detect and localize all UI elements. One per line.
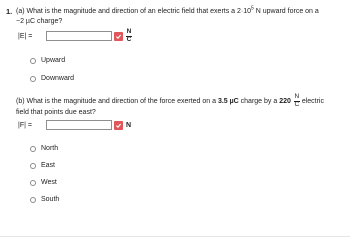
part-b-question-line2: field that points due east? <box>16 109 96 116</box>
radio-button[interactable] <box>30 163 36 169</box>
radio-button[interactable] <box>30 58 36 64</box>
unit-n-per-c: $\frac{N}{C}$ <box>126 28 132 44</box>
divider <box>0 236 350 237</box>
unit-n-per-c: $\frac{N}{C}$ <box>294 93 300 109</box>
part-a-question-line1: (a) What is the magnitude and direction of an electric field that exerts a $2\cdot 10^5$ N upward force on a <box>16 5 319 15</box>
radio-button[interactable] <box>30 76 36 82</box>
radio-button[interactable] <box>30 146 36 152</box>
e-magnitude-input[interactable] <box>46 31 112 41</box>
option-north[interactable]: North <box>30 145 58 152</box>
question-number: 1. <box>6 7 13 16</box>
f-magnitude-input[interactable] <box>46 120 112 130</box>
part-b-answer-row <box>18 120 131 130</box>
option-upward[interactable]: Upward <box>30 57 65 64</box>
f-field-label: |F| = <box>18 121 32 129</box>
check-icon <box>115 122 122 129</box>
unit-n: N <box>126 121 132 129</box>
part-a-question-line2: −2 µC charge? <box>16 18 63 25</box>
option-downward[interactable]: Downward <box>30 75 74 82</box>
incorrect-badge <box>114 121 123 130</box>
option-south[interactable]: South <box>30 196 59 203</box>
radio-button[interactable] <box>30 180 36 186</box>
part-a-answer-row <box>18 29 132 44</box>
incorrect-badge <box>114 32 123 41</box>
radio-button[interactable] <box>30 197 36 203</box>
option-west[interactable]: West <box>30 179 57 186</box>
part-b-question-line1: (b) What is the magnitude and direction of the force exerted on a 3.5 µC charge by a 220 $\frac{N}{C}$ electric <box>16 93 324 109</box>
check-icon <box>115 33 122 40</box>
option-east[interactable]: East <box>30 162 55 169</box>
e-field-label: |E| = <box>18 32 33 40</box>
